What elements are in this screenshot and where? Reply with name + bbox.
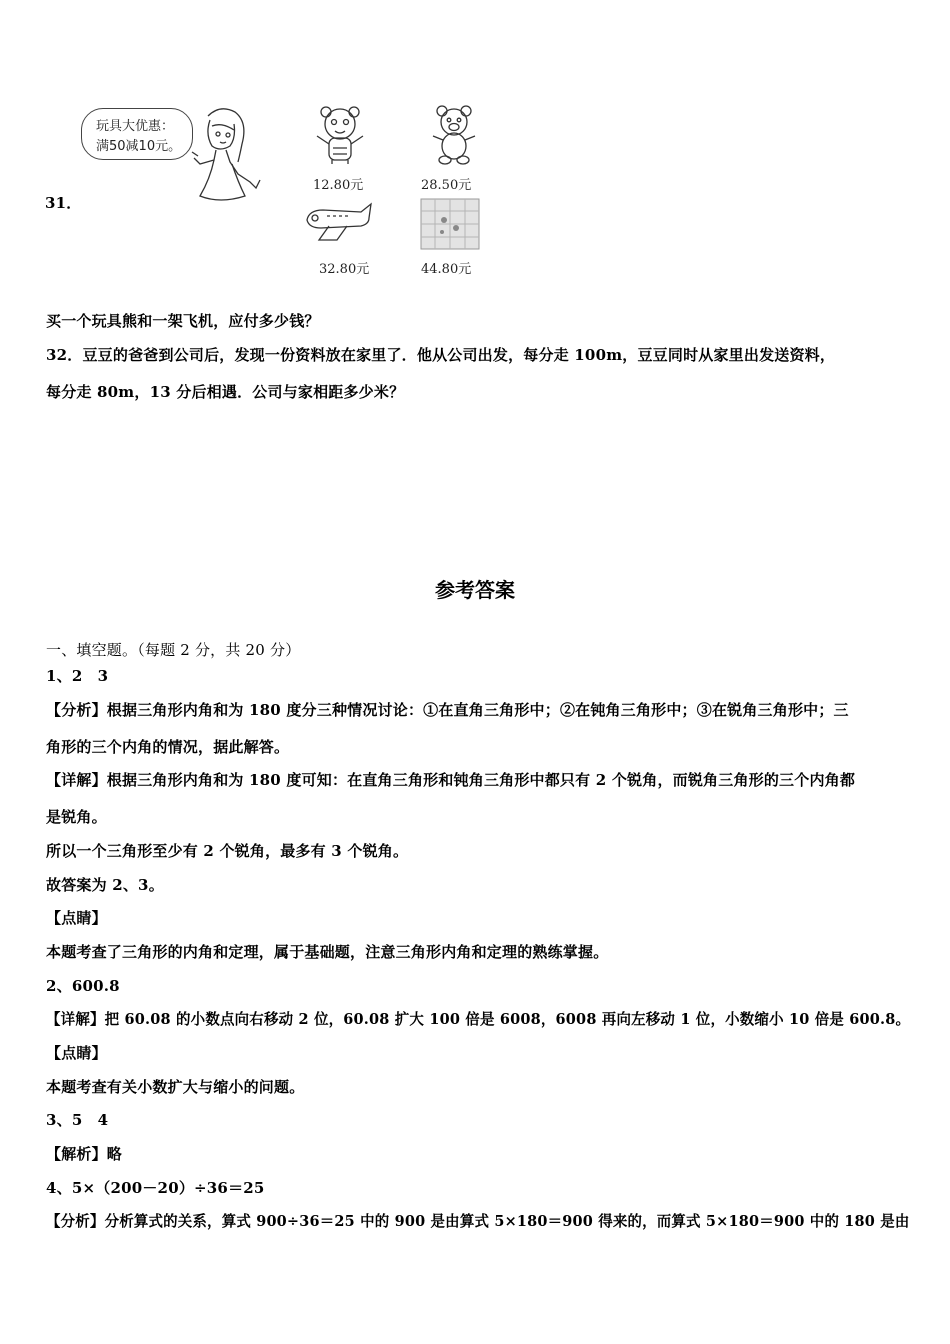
teddy-bear-icon <box>425 104 483 166</box>
answer-line: 本题考查有关小数扩大与缩小的问题。 <box>46 1078 305 1096</box>
bear-price: 28.50元 <box>421 178 472 193</box>
q31-question: 买一个玩具熊和一架飞机，应付多少钱？ <box>46 312 320 330</box>
answer-line: 2、600.8 <box>46 977 120 995</box>
bubble-text-line2: 满50减10元。 <box>96 139 182 154</box>
answer-line: 1、2 3 <box>46 667 109 685</box>
bubble-text-line1: 玩具大优惠： <box>96 119 175 134</box>
answer-line: 是锐角。 <box>46 808 107 826</box>
question-number-31: 31． <box>45 194 82 212</box>
tiger-toy-icon <box>311 104 369 166</box>
speech-bubble <box>81 108 193 160</box>
answers-title: 参考答案 <box>435 578 515 602</box>
answer-line: 【点睛】 <box>46 1044 107 1062</box>
answer-line: 【解析】略 <box>46 1145 123 1163</box>
answer-line: 【分析】根据三角形内角和为 180 度分三种情况讨论：①在直角三角形中；②在钝角三角形中；③在锐角三角形中；三 <box>46 701 849 719</box>
girl-illustration-icon <box>190 104 285 209</box>
puzzle-toy-icon <box>420 198 480 250</box>
puzzle-price: 44.80元 <box>421 262 472 277</box>
q32-line1: 32．豆豆的爸爸到公司后，发现一份资料放在家里了．他从公司出发，每分走 100m，豆豆同时从家里出发送资料， <box>46 346 836 364</box>
answer-line: 本题考查了三角形的内角和定理，属于基础题，注意三角形内角和定理的熟练掌握。 <box>46 943 609 961</box>
answer-line: 【详解】根据三角形内角和为 180 度可知：在直角三角形和钝角三角形中都只有 2 个锐角，而锐角三角形的三个内角都 <box>46 771 856 789</box>
answer-line: 【详解】把 60.08 的小数点向右移动 2 位，60.08 扩大 100 倍是 6008，6008 再向左移动 1 位，小数缩小 10 倍是 600.8。 <box>46 1010 911 1028</box>
answer-line: 【点睛】 <box>46 909 107 927</box>
q32-line2: 每分走 80m，13 分后相遇．公司与家相距多少米？ <box>46 383 405 401</box>
answer-line: 角形的三个内角的情况，据此解答。 <box>46 738 290 756</box>
answer-line: 所以一个三角形至少有 2 个锐角，最多有 3 个锐角。 <box>46 842 409 860</box>
toy-sale-figure <box>45 100 495 290</box>
tiger-price: 12.80元 <box>313 178 364 193</box>
section-heading: 一、填空题。（每题 2 分，共 20 分） <box>46 641 301 659</box>
answer-line: 3、5 4 <box>46 1111 109 1129</box>
answer-line: 故答案为 2、3。 <box>46 876 164 894</box>
airplane-price: 32.80元 <box>319 262 370 277</box>
answer-line: 4、5×（200－20）÷36＝25 <box>46 1179 265 1197</box>
airplane-toy-icon <box>303 200 375 244</box>
answer-line: 【分析】分析算式的关系，算式 900÷36＝25 中的 900 是由算式 5×180＝900 得来的，而算式 5×180＝900 中的 180 是由 <box>46 1212 910 1230</box>
